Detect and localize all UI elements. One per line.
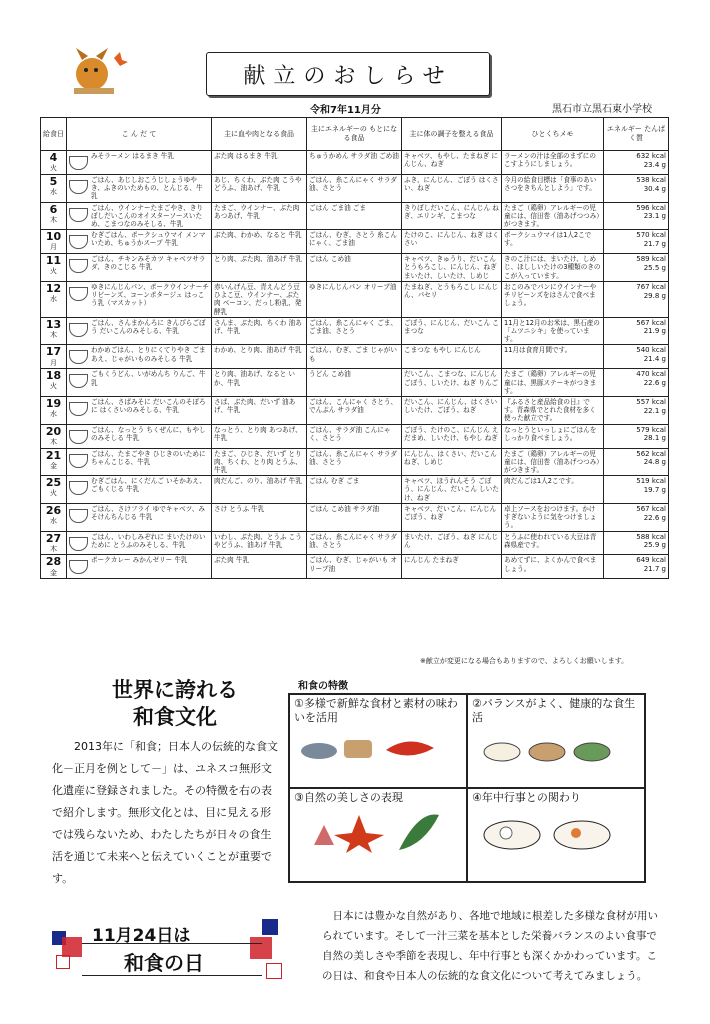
feature-cell-4 bbox=[467, 788, 645, 882]
g-unit: g bbox=[661, 240, 666, 248]
energy-cell bbox=[604, 503, 669, 531]
body-food-cell: ごぼう、にんじん、だいこん こまつな bbox=[402, 317, 502, 345]
kcal-unit: kcal bbox=[651, 504, 666, 513]
table-row bbox=[41, 345, 669, 369]
protein-value: 22.1 bbox=[643, 406, 660, 415]
memo-cell: たまご（鶏卵）アレルギーの児童には、黒豚ステーキがつきます。 bbox=[502, 369, 604, 397]
dish-icon bbox=[69, 235, 88, 249]
dish-icon bbox=[69, 402, 88, 416]
energy-cell bbox=[604, 531, 669, 555]
menu-cell bbox=[67, 448, 212, 476]
menu-text: ごはん、なっとう ちくぜんに、もやしのみそしる 牛乳 bbox=[91, 425, 206, 442]
table-row bbox=[41, 448, 669, 476]
weekday: 木 bbox=[50, 544, 57, 553]
body-food-cell: だいこん、こまつな、にんじん ごぼう、しいたけ、ねぎ りんご bbox=[402, 369, 502, 397]
blood-food-cell: あじ、ちくわ、ぶた肉 こうやどうふ、油あげ、牛乳 bbox=[212, 174, 307, 202]
col-energy: 主にエネルギーの もとになる食品 bbox=[307, 118, 402, 151]
g-unit: g bbox=[661, 485, 666, 494]
kcal-unit: kcal bbox=[651, 397, 666, 406]
date-cell bbox=[41, 345, 67, 369]
weekday: 金 bbox=[50, 568, 57, 577]
menu-text: ごはん、ウインナーたまごやき、きりぼしだいこんのオイスターソースいため、こまつなのみそしる、牛乳 bbox=[91, 203, 204, 229]
memo-cell: きのこ汁には、まいたけ、しめじ、ほししいたけの3種類のきのこが入っています。 bbox=[502, 254, 604, 282]
blood-food-cell: たまご、ウインナー、ぶた肉 あつあげ、牛乳 bbox=[212, 202, 307, 230]
g-unit: g bbox=[661, 379, 666, 388]
menu-text: ごはん、さんまかんろに きんぴらごぼう だいこんのみそしる、牛乳 bbox=[91, 318, 206, 335]
menu-cell bbox=[67, 317, 212, 345]
menu-cell bbox=[67, 281, 212, 317]
date-cell bbox=[41, 531, 67, 555]
blood-food-cell: たまご、ひじき、だいず とり肉、ちくわ、とり肉 とうふ、牛乳 bbox=[212, 448, 307, 476]
date-cell bbox=[41, 476, 67, 504]
energy-food-cell: ごはん、むぎ、さとう 糸こんにゃく、ごま油 bbox=[307, 230, 402, 254]
kcal-value: 562 bbox=[636, 449, 650, 458]
day-number: 13 bbox=[45, 317, 62, 331]
protein-value: 21.4 bbox=[643, 355, 660, 364]
energy-food-cell: ちゅうかめん サラダ油 ごめ油 bbox=[307, 151, 402, 175]
weekday: 火 bbox=[50, 164, 57, 173]
blood-food-cell: 肉だんご、のり、油あげ 牛乳 bbox=[212, 476, 307, 504]
day-number: 26 bbox=[45, 503, 62, 517]
kcal-unit: kcal bbox=[651, 318, 666, 327]
table-row bbox=[41, 230, 669, 254]
dish-icon bbox=[69, 537, 88, 551]
col-blood: 主に血や肉となる食品 bbox=[212, 118, 307, 151]
memo-cell: 11月と12月のお米は、黒石産の「ムツニシキ」を使っています。 bbox=[502, 317, 604, 345]
culture-title-line2: 和食文化 bbox=[133, 704, 217, 730]
kcal-unit: kcal bbox=[651, 425, 666, 434]
energy-cell bbox=[604, 476, 669, 504]
day-number: 28 bbox=[45, 555, 62, 569]
date-cell bbox=[41, 202, 67, 230]
energy-cell bbox=[604, 555, 669, 579]
energy-cell bbox=[604, 345, 669, 369]
date-cell bbox=[41, 555, 67, 579]
culture-title bbox=[90, 676, 260, 731]
table-row bbox=[41, 396, 669, 424]
feature-cell-3 bbox=[289, 788, 467, 882]
menu-cell bbox=[67, 345, 212, 369]
energy-food-cell: ごはん、こんにゃく さとう、でんぷん サラダ油 bbox=[307, 396, 402, 424]
energy-cell bbox=[604, 174, 669, 202]
menu-cell bbox=[67, 230, 212, 254]
features-grid bbox=[288, 693, 646, 883]
memo-cell: 今月の給食目標は「食事のあいさつをきちんとしよう」です。 bbox=[502, 174, 604, 202]
day-number: 25 bbox=[45, 476, 62, 490]
weekday: 木 bbox=[50, 330, 57, 339]
menu-text: ゆきにんじんパン、ポークウインナーチリビーンズ、コーンポタージュ はっこう乳（マスカット） bbox=[91, 282, 209, 308]
dish-icon bbox=[69, 350, 88, 364]
blood-food-cell: さけ とうふ 牛乳 bbox=[212, 503, 307, 531]
g-unit: g bbox=[661, 212, 666, 221]
day-number: 4 bbox=[49, 151, 58, 164]
kcal-value: 649 bbox=[636, 556, 650, 565]
menu-text: ごはん、たまごやき ひじきのいために ちゃんこじる、牛乳 bbox=[91, 449, 206, 466]
body-food-cell: まいたけ、ごぼう、ねぎ にんじん bbox=[402, 531, 502, 555]
energy-food-cell: ごはん、サラダ油 こんにゃく、さとう bbox=[307, 424, 402, 448]
energy-cell bbox=[604, 369, 669, 397]
col-body: 主に体の調子を整える食品 bbox=[402, 118, 502, 151]
menu-cell bbox=[67, 531, 212, 555]
energy-food-cell: ごはん、むぎ、じゃがいも オリーブ油 bbox=[307, 555, 402, 579]
protein-value: 21.7 bbox=[643, 565, 660, 574]
blood-food-cell: さんま、ぶた肉、ちくわ 油あげ、牛乳 bbox=[212, 317, 307, 345]
day-number: 11 bbox=[45, 254, 62, 268]
table-row bbox=[41, 531, 669, 555]
energy-cell bbox=[604, 317, 669, 345]
date-cell bbox=[41, 151, 67, 175]
kcal-value: 589 bbox=[636, 255, 650, 264]
date-cell bbox=[41, 317, 67, 345]
menu-cell bbox=[67, 503, 212, 531]
kcal-unit: kcal bbox=[651, 370, 666, 379]
protein-value: 30.4 bbox=[643, 184, 660, 193]
kcal-value: 579 bbox=[636, 425, 650, 434]
menu-cell bbox=[67, 202, 212, 230]
menu-cell bbox=[67, 174, 212, 202]
date-cell bbox=[41, 281, 67, 317]
weekday: 月 bbox=[50, 358, 57, 367]
weekday: 木 bbox=[50, 215, 57, 224]
day-number: 27 bbox=[45, 531, 62, 545]
blood-food-cell: ぶた肉 はるまき 牛乳 bbox=[212, 151, 307, 175]
protein-value: 19.7 bbox=[643, 485, 660, 494]
kcal-value: 588 bbox=[636, 532, 650, 541]
meal-set-icon bbox=[472, 726, 622, 766]
blood-food-cell: いわし、ぶた肉、とうふ こうやどうふ、油あげ 牛乳 bbox=[212, 531, 307, 555]
energy-food-cell: ゆきにんじんパン オリーブ油 bbox=[307, 281, 402, 317]
body-food-cell: こまつな もやし にんじん bbox=[402, 345, 502, 369]
kcal-unit: kcal bbox=[651, 152, 666, 160]
energy-food-cell: ごはん、むぎ、ごま じゃがいも bbox=[307, 345, 402, 369]
g-unit: g bbox=[661, 458, 666, 467]
washoku-day-paragraph: 日本には豊かな自然があり、各地で地域に根差した多様な食材が用いられています。そして一汁三菜を基本とした栄養バランスのよい食事で自然の美しさや季節を表現し、年中行事とも深くかかわっています。この日は、和食や日本人の伝統的な食文化について考えてみましょう。 bbox=[322, 910, 658, 982]
menu-text: わかめごはん、とりにくてりやき ごまあえ、じゃがいものみそしる 牛乳 bbox=[91, 346, 206, 363]
day-number: 10 bbox=[45, 230, 62, 244]
washoku-day-banner bbox=[52, 915, 282, 985]
dish-icon bbox=[69, 259, 88, 273]
weekday: 水 bbox=[50, 187, 57, 196]
menu-text: ごはん、チキンみそカツ キャベツサラダ、きのこじる 牛乳 bbox=[91, 255, 206, 272]
blood-food-cell: さば、ぶた肉、だいず 油あげ、牛乳 bbox=[212, 396, 307, 424]
table-row bbox=[41, 369, 669, 397]
g-unit: g bbox=[661, 263, 666, 272]
energy-cell bbox=[604, 202, 669, 230]
memo-cell: おこのみでパンにウインナーやチリビーンズをはさんで食べましょう。 bbox=[502, 281, 604, 317]
kcal-value: 567 bbox=[636, 504, 650, 513]
dish-icon bbox=[69, 374, 88, 388]
menu-cell bbox=[67, 369, 212, 397]
body-food-cell: ごぼう、たけのこ、にんじん えだまめ、しいたけ、もやし ねぎ bbox=[402, 424, 502, 448]
protein-value: 22.6 bbox=[643, 379, 660, 388]
table-row bbox=[41, 174, 669, 202]
culture-paragraph: 2013年に「和食；日本人の伝統的な食文化－正月を例として－」は、ユネスコ無形文化遺産に登録されました。その特徴を右の表で紹介します。無形文化とは、目に見える形では残らないため、わたしたちが日々の食生活を通じて未来へと伝えていくことが重要です。 bbox=[52, 740, 278, 885]
energy-food-cell: ごはん、糸こんにゃく サラダ油、さとう bbox=[307, 448, 402, 476]
body-food-cell: たまねぎ、とうもろこし にんじん、パセリ bbox=[402, 281, 502, 317]
menu-cell bbox=[67, 476, 212, 504]
g-unit: g bbox=[661, 327, 666, 336]
menu-text: ごはん、あじしおこうじしょうゆやき、ふきのいためもの、とんじる、牛乳 bbox=[91, 175, 203, 201]
feature-cell-2 bbox=[467, 694, 645, 788]
feature-label-2: ②バランスがよく、健康的な食生活 bbox=[472, 697, 636, 725]
body-food-cell: キャベツ、もやし、たまねぎ にんじん、ねぎ bbox=[402, 151, 502, 175]
day-number: 5 bbox=[49, 174, 58, 188]
date-cell bbox=[41, 424, 67, 448]
protein-value: 29.8 bbox=[643, 291, 660, 300]
memo-cell: 肉だんごは1人2こです。 bbox=[502, 476, 604, 504]
body-food-cell: キャベツ、ほうれんそう ごぼう、にんじん、だいこん しいたけ、ねぎ bbox=[402, 476, 502, 504]
dish-icon bbox=[69, 454, 88, 468]
school-name: 黒石市立黒石東小学校 bbox=[552, 104, 652, 115]
kcal-value: 557 bbox=[636, 397, 650, 406]
date-cell bbox=[41, 448, 67, 476]
blood-food-cell: ぶた肉、わかめ、なると 牛乳 bbox=[212, 230, 307, 254]
g-unit: g bbox=[661, 160, 666, 169]
dish-icon bbox=[69, 287, 88, 301]
weekday: 水 bbox=[50, 294, 57, 303]
kcal-unit: kcal bbox=[651, 282, 666, 291]
mascot-illustration-icon bbox=[62, 38, 132, 108]
dish-icon bbox=[69, 430, 88, 444]
energy-food-cell: ごはん こめ油 bbox=[307, 254, 402, 282]
dish-icon bbox=[69, 481, 88, 495]
dish-icon bbox=[69, 156, 88, 170]
feature-label-1: ①多様で新鮮な食材と素材の味わいを活用 bbox=[294, 697, 458, 725]
protein-value: 22.6 bbox=[643, 513, 660, 522]
day-number: 6 bbox=[49, 202, 58, 216]
weekday: 金 bbox=[50, 461, 57, 470]
energy-cell bbox=[604, 281, 669, 317]
day-number: 17 bbox=[45, 345, 62, 359]
kcal-value: 570 bbox=[636, 231, 650, 240]
food-ingredients-icon bbox=[294, 726, 444, 766]
menu-text: ごはん、さけフライ ゆでキャベツ、みそけんちんじる 牛乳 bbox=[91, 504, 205, 522]
energy-cell bbox=[604, 424, 669, 448]
kcal-value: 596 bbox=[636, 203, 650, 212]
features-title: 和食の特徴 bbox=[298, 681, 348, 692]
date-cell bbox=[41, 369, 67, 397]
menu-text: みそラーメン はるまき 牛乳 bbox=[91, 152, 174, 160]
date-cell bbox=[41, 396, 67, 424]
col-energy-value: エネルギー たんぱく質 bbox=[604, 118, 669, 151]
weekday: 木 bbox=[50, 437, 57, 446]
new-year-dishes-icon bbox=[472, 805, 622, 855]
protein-value: 25.9 bbox=[643, 541, 660, 550]
kcal-unit: kcal bbox=[651, 556, 666, 565]
table-row bbox=[41, 424, 669, 448]
change-note: ※献立が変更になる場合もありますので、よろしくお願いします。 bbox=[420, 657, 629, 665]
energy-food-cell: ごはん こめ油 サラダ油 bbox=[307, 503, 402, 531]
dish-icon bbox=[69, 509, 88, 523]
date-cell bbox=[41, 230, 67, 254]
energy-food-cell: ごはん ごま油 ごま bbox=[307, 202, 402, 230]
protein-value: 23.4 bbox=[643, 160, 660, 169]
table-row bbox=[41, 151, 669, 175]
table-row bbox=[41, 555, 669, 579]
body-food-cell: だいこん、にんじん、はくさい しいたけ、ごぼう、ねぎ bbox=[402, 396, 502, 424]
washoku-day-title: 和食の日 bbox=[124, 951, 204, 975]
memo-cell: たまご（鶏卵）アレルギーの児童には、信田巻（油あげつつみ）がつきます。 bbox=[502, 448, 604, 476]
body-food-cell: にんじん たまねぎ bbox=[402, 555, 502, 579]
kcal-unit: kcal bbox=[651, 231, 666, 240]
g-unit: g bbox=[661, 184, 666, 193]
kcal-unit: kcal bbox=[651, 175, 666, 184]
day-number: 18 bbox=[45, 369, 62, 383]
body-food-cell: たけのこ、にんじん、ねぎ はくさい bbox=[402, 230, 502, 254]
day-number: 21 bbox=[45, 448, 62, 462]
blood-food-cell: 赤いんげん豆、青えんどう豆 ひよこ豆、ウインナー、ぶた肉 ベーコン、だっし粉乳、発酵乳 bbox=[212, 281, 307, 317]
month-label: 令和7年11月分 bbox=[310, 105, 381, 116]
day-number: 12 bbox=[45, 281, 62, 295]
kcal-value: 538 bbox=[636, 175, 650, 184]
menu-cell bbox=[67, 151, 212, 175]
blood-food-cell: わかめ、とり肉、油あげ 牛乳 bbox=[212, 345, 307, 369]
body-food-cell: キャベツ、だいこん、にんじん ごぼう、ねぎ bbox=[402, 503, 502, 531]
protein-value: 21.7 bbox=[643, 240, 660, 248]
dish-icon bbox=[69, 180, 88, 194]
menu-cell bbox=[67, 254, 212, 282]
protein-value: 21.9 bbox=[643, 327, 660, 336]
date-cell bbox=[41, 503, 67, 531]
body-food-cell: きりぼしだいこん、にんじん ねぎ、エリンギ、こまつな bbox=[402, 202, 502, 230]
kcal-value: 767 bbox=[636, 282, 650, 291]
menu-cell bbox=[67, 424, 212, 448]
day-number: 20 bbox=[45, 424, 62, 438]
menu-cell bbox=[67, 555, 212, 579]
memo-cell: 卓上ソースをおつけます。かけすぎないように気をつけましょう。 bbox=[502, 503, 604, 531]
page-title: 献立のおしらせ bbox=[206, 52, 490, 96]
energy-food-cell: ごはん、糸こんにゃく ごま、ごま油、さとう bbox=[307, 317, 402, 345]
menu-cell bbox=[67, 396, 212, 424]
weekday: 火 bbox=[50, 489, 57, 498]
table-row bbox=[41, 281, 669, 317]
memo-cell: ポークシュウマイは1人2こです。 bbox=[502, 230, 604, 254]
g-unit: g bbox=[661, 406, 666, 415]
memo-cell: とうふに使われている大豆は青森県産です。 bbox=[502, 531, 604, 555]
kcal-value: 567 bbox=[636, 318, 650, 327]
blood-food-cell: なっとう、とり肉 あつあげ、牛乳 bbox=[212, 424, 307, 448]
weekday: 火 bbox=[50, 267, 57, 276]
kcal-unit: kcal bbox=[651, 477, 666, 486]
protein-value: 28.1 bbox=[643, 434, 660, 443]
date-cell bbox=[41, 174, 67, 202]
feature-cell-1 bbox=[289, 694, 467, 788]
memo-cell: 11月は食育月間です。 bbox=[502, 345, 604, 369]
energy-food-cell: ごはん、糸こんにゃく サラダ油、さとう bbox=[307, 174, 402, 202]
table-row bbox=[41, 503, 669, 531]
protein-value: 24.8 bbox=[643, 458, 660, 467]
menu-text: むぎごはん、ポークシュウマイ メンマいため、ちゅうかスープ 牛乳 bbox=[91, 231, 206, 248]
table-row bbox=[41, 202, 669, 230]
table-row bbox=[41, 476, 669, 504]
menu-table bbox=[40, 117, 669, 579]
g-unit: g bbox=[661, 355, 666, 364]
energy-cell bbox=[604, 230, 669, 254]
protein-value: 25.5 bbox=[643, 263, 660, 272]
g-unit: g bbox=[661, 513, 666, 522]
kcal-unit: kcal bbox=[651, 203, 666, 212]
memo-cell: なっとうといっしょにごはんをしっかり食べましょう。 bbox=[502, 424, 604, 448]
protein-value: 23.1 bbox=[643, 212, 660, 221]
memo-cell: たまご（鶏卵）アレルギーの児童には、信田巻（油あげつつみ）がつきます。 bbox=[502, 202, 604, 230]
weekday: 水 bbox=[50, 410, 57, 419]
kcal-value: 540 bbox=[636, 346, 650, 355]
menu-text: ごはん、さばみそに だいこんのそぼろに はくさいのみそしる、牛乳 bbox=[91, 397, 206, 415]
blood-food-cell: とり肉、ぶた肉、油あげ 牛乳 bbox=[212, 254, 307, 282]
memo-cell: 『ふるさと産品給食の日』です。青森県でとれた食材を多く使った献立です。 bbox=[502, 396, 604, 424]
weekday: 水 bbox=[50, 517, 57, 526]
blood-food-cell: とり肉、油あげ、なると いか、牛乳 bbox=[212, 369, 307, 397]
dish-icon bbox=[69, 560, 88, 574]
kcal-value: 519 bbox=[636, 477, 650, 486]
kcal-unit: kcal bbox=[651, 255, 666, 264]
energy-food-cell: ごはん むぎ ごま bbox=[307, 476, 402, 504]
blood-food-cell: ぶた肉 牛乳 bbox=[212, 555, 307, 579]
energy-cell bbox=[604, 448, 669, 476]
energy-cell bbox=[604, 396, 669, 424]
washoku-day-date: 11月24日は bbox=[92, 926, 191, 946]
table-row bbox=[41, 317, 669, 345]
feature-label-3: ③自然の美しさの表現 bbox=[294, 791, 403, 804]
g-unit: g bbox=[661, 434, 666, 443]
dish-icon bbox=[69, 323, 88, 337]
col-memo: ひとくちメモ bbox=[502, 118, 604, 151]
feature-label-4: ④年中行事との関わり bbox=[472, 791, 581, 804]
date-cell bbox=[41, 254, 67, 282]
table-row bbox=[41, 254, 669, 282]
dish-icon bbox=[69, 208, 88, 222]
body-food-cell: ふき、にんじん、ごぼう はくさい、ねぎ bbox=[402, 174, 502, 202]
memo-cell: ラーメンの汁は全部のまずにのこすようにしましょう。 bbox=[502, 151, 604, 175]
energy-cell bbox=[604, 254, 669, 282]
menu-text: ポークカレー みかんゼリー 牛乳 bbox=[91, 556, 188, 565]
col-kondate: こ ん だ て bbox=[67, 118, 212, 151]
energy-food-cell: ごはん、糸こんにゃく サラダ油、さとう bbox=[307, 531, 402, 555]
menu-text: むぎごはん、にくだんご いそかあえ、ごもくじる 牛乳 bbox=[91, 477, 206, 494]
kcal-unit: kcal bbox=[651, 449, 666, 458]
g-unit: g bbox=[661, 565, 666, 574]
energy-food-cell: うどん こめ油 bbox=[307, 369, 402, 397]
weekday: 火 bbox=[50, 382, 57, 391]
kcal-value: 632 bbox=[636, 152, 650, 160]
g-unit: g bbox=[661, 291, 666, 300]
menu-text: ごもくうどん、いがめんち りんご、牛乳 bbox=[91, 370, 206, 387]
kcal-value: 470 bbox=[636, 370, 650, 379]
kcal-unit: kcal bbox=[651, 532, 666, 541]
weekday: 月 bbox=[50, 243, 57, 252]
col-date: 給食日 bbox=[41, 118, 67, 151]
kcal-unit: kcal bbox=[651, 346, 666, 355]
day-number: 19 bbox=[45, 396, 62, 410]
culture-title-line1: 世界に誇れる bbox=[112, 677, 238, 702]
memo-cell: あめてずに、よくかんで食べましょう。 bbox=[502, 555, 604, 579]
menu-text: ごはん、いわしみぞれに まいたけのいために とうふのみそしる、牛乳 bbox=[91, 532, 206, 549]
g-unit: g bbox=[661, 541, 666, 550]
body-food-cell: にんじん、はくさい、だいこん ねぎ、しめじ bbox=[402, 448, 502, 476]
body-food-cell: キャベツ、きゅうり、だいこん とうもろこし、にんじん、ねぎ まいたけ、しいたけ、しめじ bbox=[402, 254, 502, 282]
autumn-leaves-icon bbox=[294, 805, 444, 855]
energy-cell bbox=[604, 151, 669, 175]
header bbox=[0, 0, 710, 120]
